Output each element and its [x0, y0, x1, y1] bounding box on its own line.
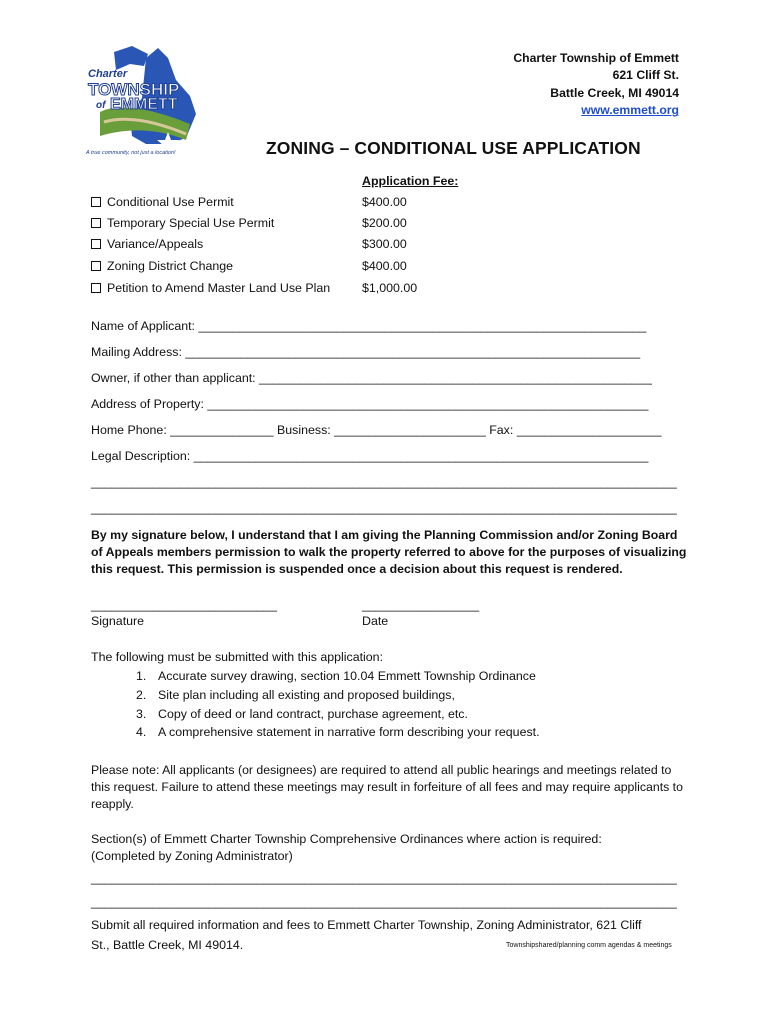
- requirements-list: [136, 667, 540, 742]
- phone-fields[interactable]: Home Phone: _______________ Business: ______________________ Fax: _____________________: [91, 423, 662, 437]
- option-label: Conditional Use Permit: [107, 195, 234, 209]
- fee-value: $400.00: [362, 195, 407, 209]
- fee-value: $200.00: [362, 216, 407, 230]
- mailing-address-field[interactable]: Mailing Address: __________________________________________________________________: [91, 345, 641, 359]
- option-variance-appeals[interactable]: [91, 237, 203, 251]
- address-line-1: Charter Township of Emmett: [513, 51, 679, 65]
- submit-instructions: Submit all required information and fees to Emmett Charter Township, Zoning Administrator, 621 Cliff: [91, 918, 642, 932]
- legal-description-line-3[interactable]: _____________________________________________________________________________________: [91, 501, 677, 515]
- page-title: ZONING – CONDITIONAL USE APPLICATION: [266, 138, 641, 158]
- option-label: Petition to Amend Master Land Use Plan: [107, 281, 331, 295]
- list-item: 4. A comprehensive statement in narrative form describing your request.: [136, 725, 540, 740]
- date-label: Date: [362, 614, 389, 628]
- consent-statement: By my signature below, I understand that I am giving the Planning Commission and/or Zoning Board of Appeals members permission to walk the property referred to above for the purposes of visualizing this request. This permission is suspended once a decision about this request is rendered.: [91, 528, 687, 577]
- owner-field[interactable]: Owner, if other than applicant: _________________________________________________________: [91, 371, 652, 385]
- list-item: 2. Site plan including all existing and proposed buildings,: [136, 687, 455, 702]
- sections-blank-1[interactable]: _____________________________________________________________________________________: [91, 871, 677, 885]
- signature-label: Signature: [91, 614, 145, 628]
- signature-line[interactable]: ___________________________: [91, 598, 278, 612]
- township-address: [513, 50, 679, 120]
- option-amend-master-plan[interactable]: [91, 281, 330, 295]
- address-line-3: Battle Creek, MI 49014: [550, 85, 679, 100]
- submit-intro: The following must be submitted with this application:: [91, 650, 384, 664]
- option-label: Variance/Appeals: [107, 237, 204, 251]
- logo-emmett-text: EMMETT: [110, 96, 178, 113]
- fee-value: $400.00: [362, 259, 407, 273]
- property-address-field[interactable]: Address of Property: ________________________________________________________________: [91, 397, 649, 411]
- logo-of-text: of: [96, 100, 106, 111]
- sections-blank-2[interactable]: _____________________________________________________________________________________: [91, 895, 677, 909]
- file-path: Townshipshared/planning comm agendas & meetings: [506, 942, 672, 949]
- option-temporary-special-use[interactable]: [91, 216, 274, 230]
- fee-value: $1,000.00: [362, 281, 418, 295]
- checkbox[interactable]: [91, 283, 101, 293]
- option-zoning-district-change[interactable]: [91, 259, 233, 273]
- list-item: 3. Copy of deed or land contract, purchase agreement, etc.: [136, 706, 468, 721]
- address-line-2: 621 Cliff St.: [612, 68, 679, 83]
- website-link[interactable]: www.emmett.org: [581, 103, 679, 118]
- attendance-note: Please note: All applicants (or designees) are required to attend all public hearings and meetings related to this request. Failure to attend these meetings may result in forfeiture of all fees and may require applicants to reapply.: [91, 763, 683, 812]
- option-label: Temporary Special Use Permit: [107, 216, 275, 230]
- checkbox[interactable]: [91, 218, 101, 228]
- sections-sublabel: (Completed by Zoning Administrator): [91, 849, 293, 863]
- logo-charter-text: Charter: [88, 68, 128, 80]
- option-conditional-use[interactable]: [91, 195, 234, 209]
- legal-description-field[interactable]: Legal Description: __________________________________________________________________: [91, 449, 649, 463]
- fee-header: Application Fee:: [362, 174, 459, 188]
- logo-township-text: TOWNSHIP: [88, 80, 180, 99]
- checkbox[interactable]: [91, 261, 101, 271]
- submit-instructions-line-2: St., Battle Creek, MI 49014.: [91, 938, 244, 952]
- sections-label: Section(s) of Emmett Charter Township Comprehensive Ordinances where action is required:: [91, 832, 602, 846]
- checkbox[interactable]: [91, 239, 101, 249]
- checkbox[interactable]: [91, 197, 101, 207]
- list-item: 1. Accurate survey drawing, section 10.04 Emmett Township Ordinance: [136, 669, 536, 683]
- date-line[interactable]: _________________: [362, 598, 480, 612]
- legal-description-line-2[interactable]: _____________________________________________________________________________________: [91, 475, 677, 489]
- logo-tagline: A true community, not just a location!: [86, 150, 176, 156]
- option-label: Zoning District Change: [107, 259, 234, 273]
- township-logo: [86, 44, 216, 160]
- fee-value: $300.00: [362, 237, 407, 251]
- applicant-name-field[interactable]: Name of Applicant: _________________________________________________________________: [91, 319, 647, 333]
